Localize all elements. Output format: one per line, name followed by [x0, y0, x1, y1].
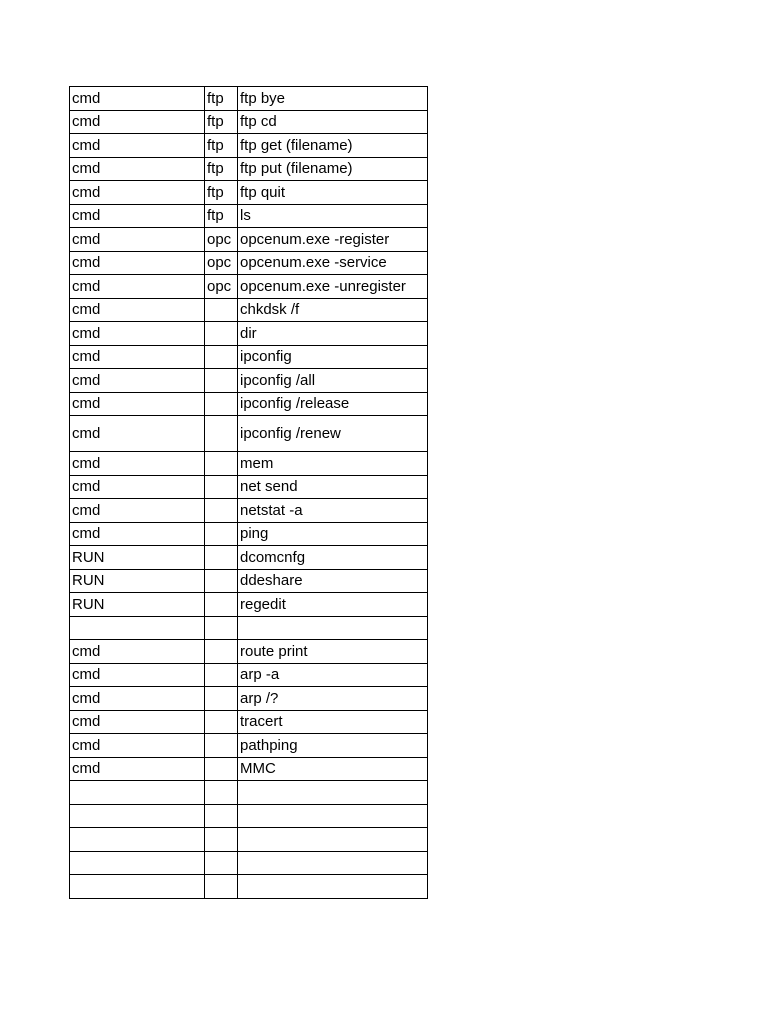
cell-command: net send — [238, 475, 428, 499]
cell-command: netstat -a — [238, 499, 428, 523]
cell-launcher — [70, 781, 205, 805]
cell-category: ftp — [205, 110, 238, 134]
cell-category: ftp — [205, 181, 238, 205]
cell-category — [205, 345, 238, 369]
table-row — [70, 345, 428, 369]
cell-command: opcenum.exe -service — [238, 251, 428, 275]
table-row — [70, 392, 428, 416]
cell-category — [205, 298, 238, 322]
cell-category: opc — [205, 251, 238, 275]
cell-launcher: cmd — [70, 499, 205, 523]
cell-category — [205, 687, 238, 711]
cell-launcher: cmd — [70, 204, 205, 228]
table-row — [70, 757, 428, 781]
cell-launcher: cmd — [70, 522, 205, 546]
cell-command: arp /? — [238, 687, 428, 711]
table-row — [70, 522, 428, 546]
cell-command — [238, 875, 428, 899]
cell-command: ping — [238, 522, 428, 546]
cell-command: route print — [238, 640, 428, 664]
cell-category — [205, 781, 238, 805]
cell-category — [205, 569, 238, 593]
cell-command: regedit — [238, 593, 428, 617]
cell-launcher: cmd — [70, 110, 205, 134]
cell-category: ftp — [205, 157, 238, 181]
cell-command: ftp get (filename) — [238, 134, 428, 158]
cell-category — [205, 616, 238, 640]
cell-launcher: cmd — [70, 134, 205, 158]
table-row — [70, 710, 428, 734]
cell-category: ftp — [205, 87, 238, 111]
cell-launcher: cmd — [70, 734, 205, 758]
cell-launcher: cmd — [70, 757, 205, 781]
cell-command: chkdsk /f — [238, 298, 428, 322]
cell-launcher — [70, 828, 205, 852]
cell-command — [238, 804, 428, 828]
cell-category — [205, 851, 238, 875]
table-row — [70, 416, 428, 452]
table-row — [70, 452, 428, 476]
cell-command: ftp bye — [238, 87, 428, 111]
cell-command — [238, 781, 428, 805]
cell-launcher: cmd — [70, 275, 205, 299]
cell-category — [205, 593, 238, 617]
table-row — [70, 593, 428, 617]
cell-category — [205, 475, 238, 499]
cell-launcher: cmd — [70, 392, 205, 416]
cell-command: opcenum.exe -register — [238, 228, 428, 252]
cell-launcher: cmd — [70, 640, 205, 664]
cell-command: ftp quit — [238, 181, 428, 205]
cell-command: dcomcnfg — [238, 546, 428, 570]
cell-launcher: cmd — [70, 475, 205, 499]
cell-category: opc — [205, 228, 238, 252]
cell-command: pathping — [238, 734, 428, 758]
cell-category: opc — [205, 275, 238, 299]
cell-command: ipconfig — [238, 345, 428, 369]
cell-command: arp -a — [238, 663, 428, 687]
cell-command — [238, 851, 428, 875]
cell-category — [205, 804, 238, 828]
table-row — [70, 322, 428, 346]
cell-command: ipconfig /renew — [238, 416, 428, 452]
table-row — [70, 875, 428, 899]
cell-launcher: cmd — [70, 345, 205, 369]
cell-category: ftp — [205, 204, 238, 228]
command-table-body — [70, 87, 428, 899]
cell-launcher: cmd — [70, 663, 205, 687]
cell-command: ftp cd — [238, 110, 428, 134]
cell-command: tracert — [238, 710, 428, 734]
table-row — [70, 157, 428, 181]
cell-command: ls — [238, 204, 428, 228]
cell-launcher — [70, 851, 205, 875]
cell-launcher: RUN — [70, 593, 205, 617]
table-row — [70, 251, 428, 275]
table-row — [70, 851, 428, 875]
table-row — [70, 499, 428, 523]
cell-category — [205, 392, 238, 416]
table-row — [70, 369, 428, 393]
table-row — [70, 134, 428, 158]
cell-command: mem — [238, 452, 428, 476]
table-row — [70, 734, 428, 758]
cell-launcher — [70, 616, 205, 640]
cell-category — [205, 416, 238, 452]
table-row — [70, 663, 428, 687]
table-row — [70, 298, 428, 322]
table-row — [70, 546, 428, 570]
table-row — [70, 475, 428, 499]
table-row — [70, 204, 428, 228]
cell-launcher: cmd — [70, 251, 205, 275]
cell-command — [238, 828, 428, 852]
command-table — [69, 86, 428, 899]
cell-category — [205, 663, 238, 687]
cell-launcher: cmd — [70, 710, 205, 734]
cell-command: ipconfig /all — [238, 369, 428, 393]
table-row — [70, 275, 428, 299]
cell-launcher: cmd — [70, 322, 205, 346]
cell-launcher: RUN — [70, 569, 205, 593]
cell-category — [205, 369, 238, 393]
table-row — [70, 687, 428, 711]
cell-launcher — [70, 875, 205, 899]
table-row — [70, 87, 428, 111]
table-row — [70, 781, 428, 805]
cell-command: ipconfig /release — [238, 392, 428, 416]
cell-launcher: cmd — [70, 687, 205, 711]
cell-category — [205, 322, 238, 346]
table-row — [70, 640, 428, 664]
cell-category — [205, 757, 238, 781]
table-row — [70, 181, 428, 205]
table-row — [70, 228, 428, 252]
table-row — [70, 828, 428, 852]
cell-launcher: cmd — [70, 157, 205, 181]
cell-category — [205, 499, 238, 523]
cell-command: opcenum.exe -unregister — [238, 275, 428, 299]
cell-command — [238, 616, 428, 640]
cell-launcher: cmd — [70, 228, 205, 252]
table-row — [70, 110, 428, 134]
table-row — [70, 804, 428, 828]
cell-category — [205, 734, 238, 758]
cell-category: ftp — [205, 134, 238, 158]
cell-launcher: cmd — [70, 369, 205, 393]
cell-category — [205, 875, 238, 899]
table-row — [70, 569, 428, 593]
cell-launcher — [70, 804, 205, 828]
cell-command: ftp put (filename) — [238, 157, 428, 181]
cell-category — [205, 546, 238, 570]
cell-command: ddeshare — [238, 569, 428, 593]
cell-launcher: cmd — [70, 416, 205, 452]
cell-category — [205, 828, 238, 852]
cell-command: MMC — [238, 757, 428, 781]
cell-launcher: RUN — [70, 546, 205, 570]
cell-category — [205, 522, 238, 546]
cell-command: dir — [238, 322, 428, 346]
cell-launcher: cmd — [70, 181, 205, 205]
cell-launcher: cmd — [70, 87, 205, 111]
cell-launcher: cmd — [70, 452, 205, 476]
table-row — [70, 616, 428, 640]
cell-launcher: cmd — [70, 298, 205, 322]
cell-category — [205, 640, 238, 664]
cell-category — [205, 452, 238, 476]
cell-category — [205, 710, 238, 734]
